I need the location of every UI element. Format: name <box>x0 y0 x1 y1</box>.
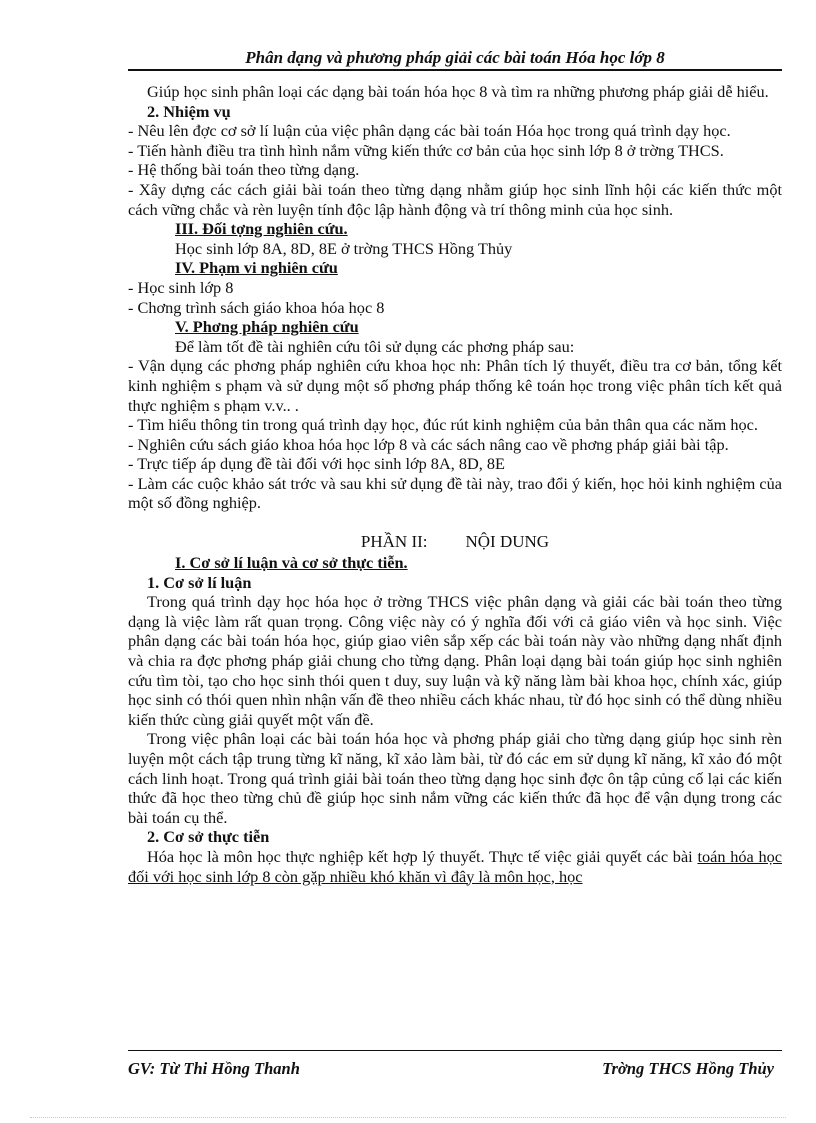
heading-pham-vi: IV. Phạm vi nghiên cứu <box>175 258 338 278</box>
method-item: - Làm các cuộc khảo sát trớc và sau khi sử dụng đề tài này, trao đổi ý kiến, học hỏi kinh nghiệm của một số đồng nghiệp. <box>128 473 782 513</box>
practice-text: Hóa học là môn học thực nghiệp kết hợp lý thuyết. Thực tế việc giải quyết các bài <box>147 846 698 866</box>
heading-phuong-phap: V. Phơng pháp nghiên cứu <box>175 317 359 337</box>
task-item: - Tiến hành điều tra tình hình nắm vững kiến thức cơ bản của học sinh lớp 8 ở trờng THCS. <box>128 140 724 160</box>
part-heading <box>128 531 782 553</box>
method-item: - Vận dụng các phơng pháp nghiên cứu khoa học nh: Phân tích lý thuyết, điều tra cơ bản, tổng kết kinh nghiệm s phạm và sử dụng một số phơng pháp thống kê toán học trong việc phân tích kết quả thực nghiệm s phạm v.v.. . <box>128 356 782 415</box>
heading-ly-luan: 1. Cơ sở lí luận <box>147 572 252 592</box>
subject-paragraph: Học sinh lớp 8A, 8D, 8E ở trờng THCS Hồng Thủy <box>175 238 513 258</box>
header-rule <box>128 69 782 71</box>
scope-item: - Học sinh lớp 8 <box>128 277 234 297</box>
page-footer <box>128 1059 782 1079</box>
footer-school: Trờng THCS Hồng Thủy <box>602 1059 774 1078</box>
theory-paragraph: Trong quá trình dạy học hóa học ở trờng THCS việc phân dạng và giải các bài toán theo từng dạng là việc làm rất quan trọng. Công việc này có ý nghĩa đối với cả giáo viên và học sinh. Việc phân dạng các bài toán hóa học, giúp giao viên sắp xếp các bài toán này vào những dạng nhất định và chia ra đợc phơng pháp giải chung cho từng dạng. Phân loại dạng bài toán giúp học sinh nghiên cứu tìm tòi, tạo cho học sinh thói quen t duy, suy luận và kỹ năng làm bài khoa học, chính xác, giúp học sinh có thói quen nhìn nhận vấn đề theo nhiều cách khác nhau, từ đó học sinh có thể dùng nhiều kiến thức cùng giải quyết một vấn đề. <box>128 592 782 729</box>
heading-nhiem-vu: 2. Nhiệm vụ <box>147 101 231 121</box>
method-intro: Để làm tốt đề tài nghiên cứu tôi sử dụng các phơng pháp sau: <box>175 336 575 356</box>
task-item: - Xây dựng các cách giải bài toán theo từng dạng nhằm giúp học sinh lĩnh hội các kiến thức một cách vững chắc và rèn luyện tính độc lập hành động và trí thông minh của học sinh. <box>128 179 782 219</box>
footer-author: GV: Từ Thi Hồng Thanh <box>128 1059 300 1078</box>
scope-item: - Chơng trình sách giáo khoa hóa học 8 <box>128 297 385 317</box>
practice-paragraph <box>128 847 782 886</box>
part-label: PHẦN II: <box>360 532 428 552</box>
footer-rule <box>128 1050 782 1051</box>
heading-doi-tuong: III. Đối tợng nghiên cứu. <box>175 219 348 239</box>
part-title: NỘI DUNG <box>465 532 550 552</box>
heading-thuc-tien: 2. Cơ sở thực tiễn <box>147 827 270 847</box>
practice-text-underlined: toán hóa học đối với học sinh lớp 8 còn gặp nhiều khó khăn vì đây là môn học, học <box>128 846 782 886</box>
document-body <box>128 82 782 886</box>
page-header-title: Phân dạng và phương pháp giải các bài toán Hóa học lớp 8 <box>245 48 665 67</box>
method-item: - Trực tiếp áp dụng đề tài đối với học sinh lớp 8A, 8D, 8E <box>128 454 505 474</box>
task-item: - Nêu lên đợc cơ sở lí luận của việc phân dạng các bài toán Hóa học trong quá trình dạy học. <box>128 121 731 141</box>
theory-paragraph: Trong việc phân loại các bài toán hóa học và phơng pháp giải cho từng dạng giúp học sinh rèn luyện một cách tập trung từng kĩ năng, kĩ xảo làm bài, từ đó các em sử dụng kĩ năng, kĩ xảo đó một cách linh hoạt. Trong quá trình giải bài toán theo từng dạng học sinh đợc ôn tập củng cố lại các kiến thức đã học theo từng chủ đề giúp học sinh nắm vững các kiến thức đã học để vận dụng trong các bài toán cụ thể. <box>128 729 782 827</box>
method-item: - Nghiên cứu sách giáo khoa hóa học lớp 8 và các sách nâng cao về phơng pháp giải bài tập. <box>128 434 729 454</box>
heading-co-so: I. Cơ sở lí luận và cơ sở thực tiễn. <box>175 553 408 573</box>
goal-paragraph: Giúp học sinh phân loại các dạng bài toán hóa học 8 và tìm ra những phương pháp giải dễ hiểu. <box>147 82 769 101</box>
method-item: - Tìm hiểu thông tin trong quá trình dạy học, đúc rút kinh nghiệm của bản thân qua các năm học. <box>128 415 758 435</box>
task-item: - Hệ thống bài toán theo từng dạng. <box>128 160 360 180</box>
page-bottom-dotted-line <box>30 1117 786 1118</box>
